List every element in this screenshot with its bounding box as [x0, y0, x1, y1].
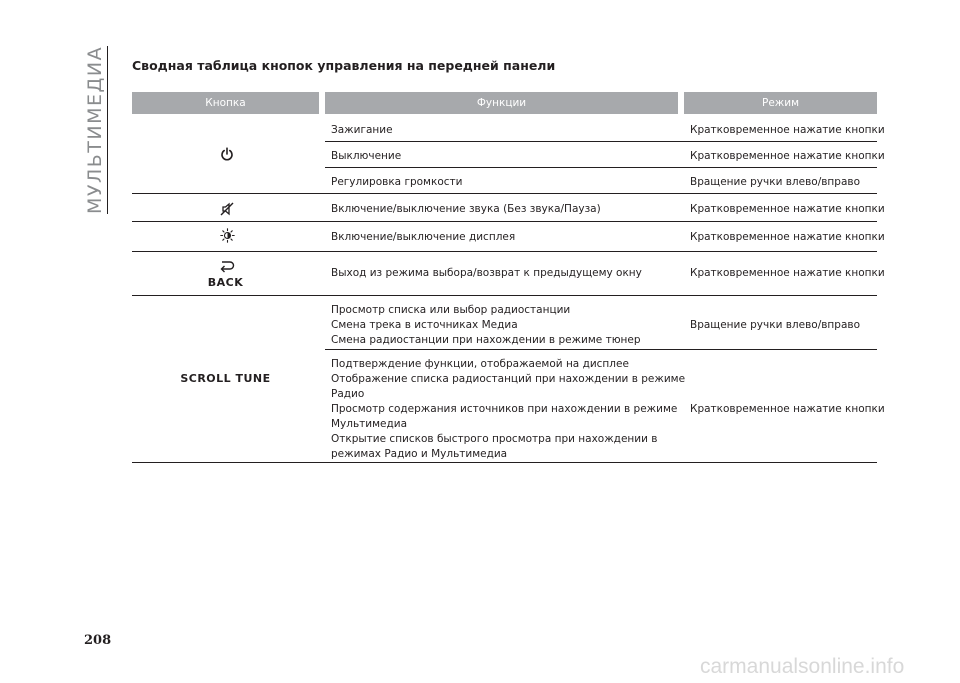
- row-divider: [132, 221, 877, 222]
- row-divider: [132, 295, 877, 296]
- mode-mute: Кратковременное нажатие кнопки: [690, 203, 885, 215]
- function-ignition: Зажигание: [331, 124, 393, 136]
- row-divider: [132, 193, 877, 194]
- mode-display: Кратковременное нажатие кнопки: [690, 231, 885, 243]
- mute-icon: [219, 201, 235, 217]
- mode-power-off: Кратковременное нажатие кнопки: [690, 150, 885, 162]
- mode-back: Кратковременное нажатие кнопки: [690, 267, 885, 279]
- function-mute: Включение/выключение звука (Без звука/Пауза): [331, 203, 601, 215]
- back-arrow-icon: [219, 260, 235, 273]
- function-display: Включение/выключение дисплея: [331, 231, 516, 243]
- mode-scroll-press: Кратковременное нажатие кнопки: [690, 403, 885, 415]
- table-bottom-rule: [132, 462, 877, 463]
- page-number: 208: [84, 633, 112, 648]
- row-divider: [325, 349, 877, 350]
- function-press-line: Просмотр содержания источников при нахождении в режиме: [331, 403, 678, 415]
- display-brightness-icon: [220, 228, 235, 243]
- function-press-line: Подтверждение функции, отображаемой на дисплее: [331, 358, 629, 370]
- mode-volume: Вращение ручки влево/вправо: [690, 176, 860, 188]
- column-header-functions: Функции: [325, 92, 678, 114]
- function-press-line: Радио: [331, 388, 365, 400]
- function-press-line: Отображение списка радиостанций при нахождении в режиме: [331, 373, 686, 385]
- mode-scroll-rotate: Вращение ручки влево/вправо: [690, 319, 860, 331]
- column-header-button: Кнопка: [132, 92, 319, 114]
- back-button-label: BACK: [207, 276, 244, 289]
- section-title: МУЛЬТИМЕДИА: [84, 45, 106, 214]
- watermark: carmanualsonline.info: [700, 655, 905, 678]
- function-scroll-line: Просмотр списка или выбор радиостанции: [331, 304, 571, 316]
- row-divider: [325, 167, 877, 168]
- function-volume: Регулировка громкости: [331, 176, 463, 188]
- page-title: Сводная таблица кнопок управления на передней панели: [132, 58, 556, 73]
- power-icon: [220, 147, 234, 161]
- function-power-off: Выключение: [331, 150, 402, 162]
- function-press-line: режимах Радио и Мультимедиа: [331, 448, 508, 460]
- section-divider: [107, 46, 108, 214]
- scroll-tune-label: SCROLL TUNE: [180, 372, 271, 385]
- function-press-line: Мультимедиа: [331, 418, 408, 430]
- row-divider: [132, 251, 877, 252]
- mode-ignition: Кратковременное нажатие кнопки: [690, 124, 885, 136]
- function-scroll-line: Смена трека в источниках Медиа: [331, 319, 518, 331]
- row-divider: [325, 141, 877, 142]
- function-back: Выход из режима выбора/возврат к предыдущему окну: [331, 267, 642, 279]
- function-scroll-line: Смена радиостанции при нахождении в режиме тюнер: [331, 334, 641, 346]
- function-press-line: Открытие списков быстрого просмотра при нахождении в: [331, 433, 658, 445]
- column-header-mode: Режим: [684, 92, 877, 114]
